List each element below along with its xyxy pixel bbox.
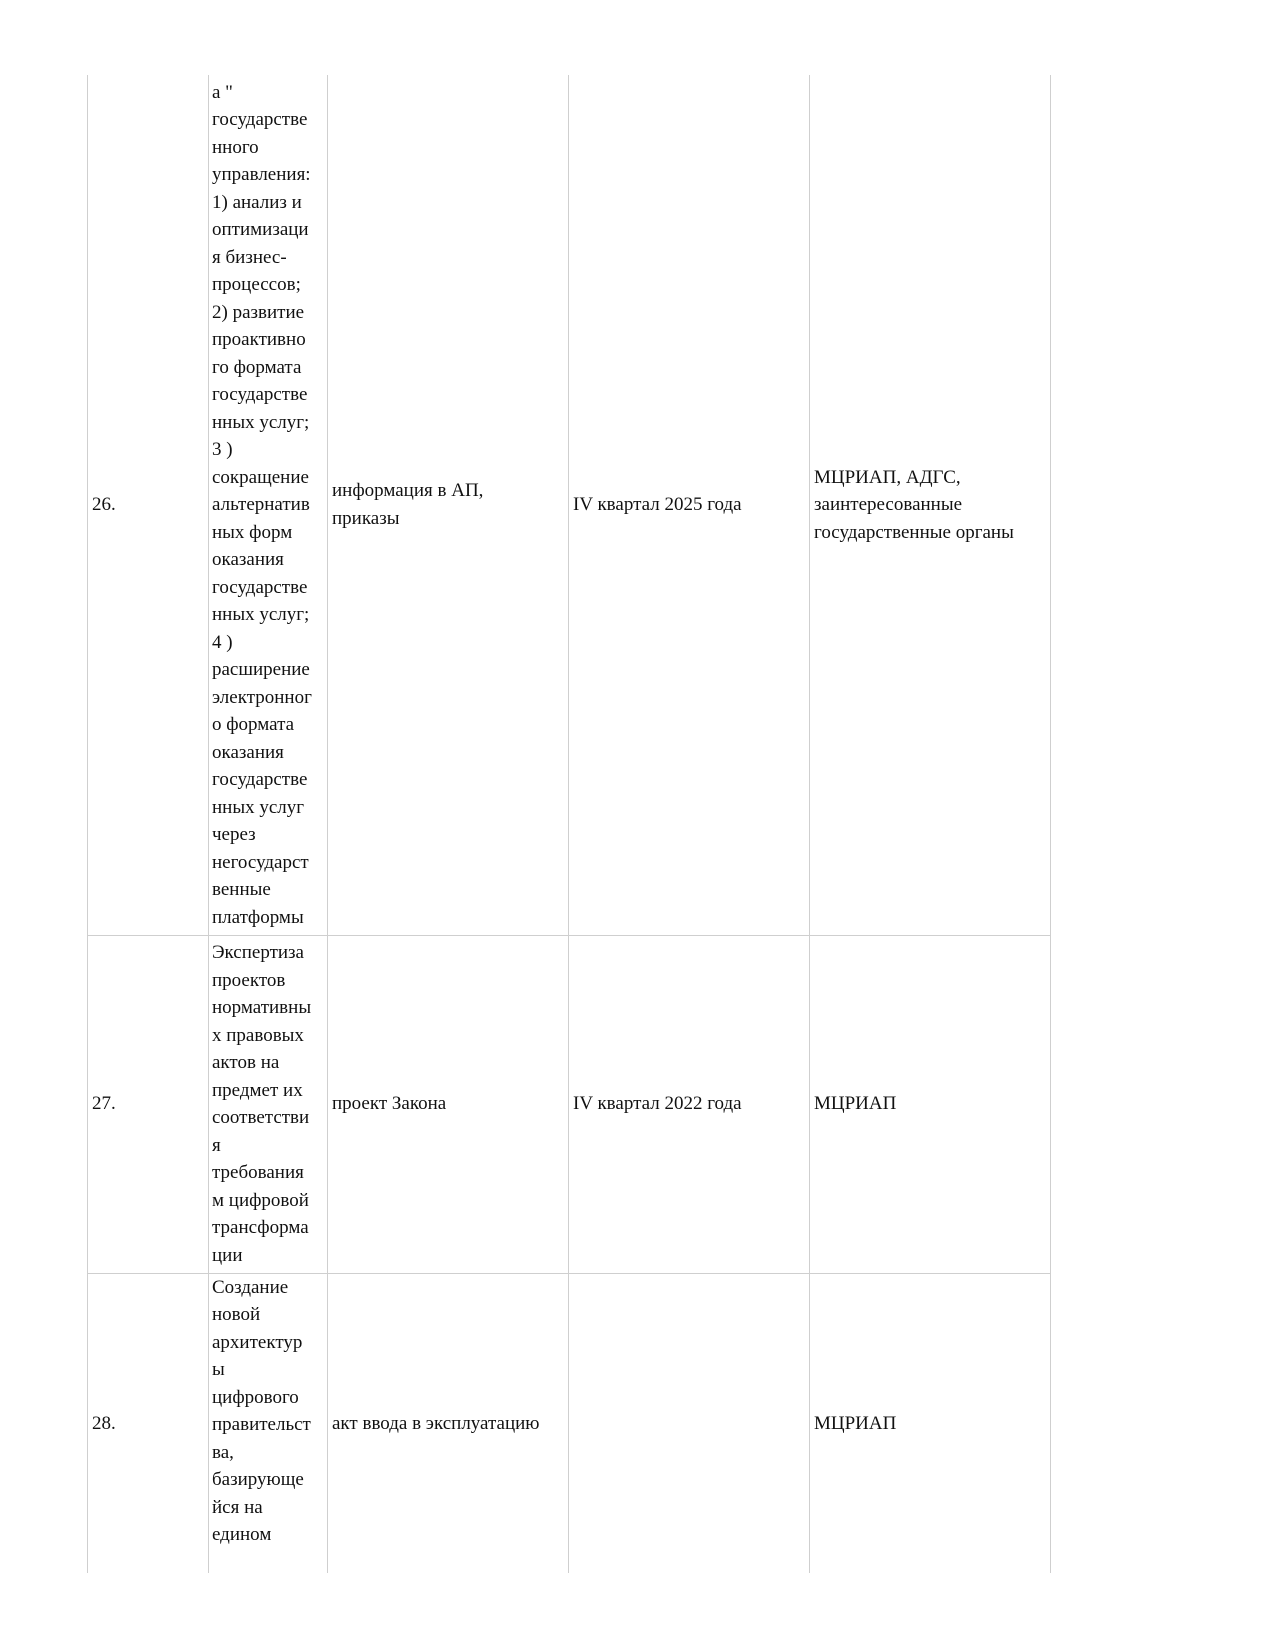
action-description: Экспертиза проектов нормативны х правовых актов на предмет их соответстви я требования м цифровой трансформа ции [209, 935, 328, 1273]
table-row [88, 935, 1051, 1273]
action-description: а " государстве нного управления: 1) анализ и оптимизаци я бизнес- процессов; 2) развитие проактивно го формата государстве нных услуг; 3 ) сокращение альтернатив ных форм оказания государстве нных услуг; 4 ) расширение электронног о формата оказания государстве нных услуг через негосударст венные платформы [209, 75, 328, 935]
responsible-executors: МЦРИАП [810, 1273, 1051, 1573]
deadline [569, 1273, 810, 1573]
deadline: IV квартал 2025 года [569, 75, 810, 935]
responsible-executors: МЦРИАП, АДГС, заинтересованные государственные органы [810, 75, 1051, 935]
action-description: Создание новой архитектур ы цифрового правительст ва, базирующе йся на едином [209, 1273, 328, 1573]
completion-form: проект Закона [328, 935, 569, 1273]
row-number: 28. [88, 1273, 209, 1573]
completion-form: информация в АП, приказы [328, 75, 569, 935]
row-number: 27. [88, 935, 209, 1273]
action-plan-table [87, 75, 1051, 1573]
completion-form: акт ввода в эксплуатацию [328, 1273, 569, 1573]
table-row [88, 1273, 1051, 1573]
deadline: IV квартал 2022 года [569, 935, 810, 1273]
table-row [88, 75, 1051, 935]
responsible-executors: МЦРИАП [810, 935, 1051, 1273]
row-number: 26. [88, 75, 209, 935]
